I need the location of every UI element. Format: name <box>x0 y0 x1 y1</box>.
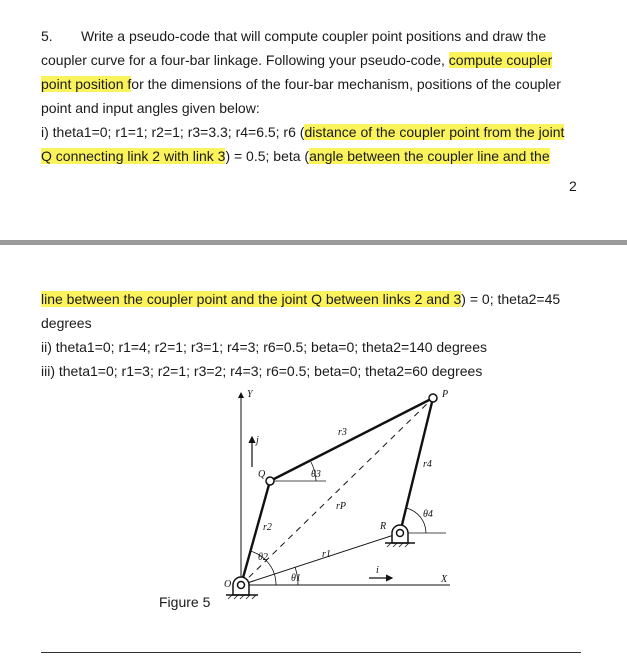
highlight: compute coupler <box>448 52 553 68</box>
label-y: Y <box>247 389 253 400</box>
label-r: R <box>380 521 387 532</box>
question-line-5: i) theta1=0; r1=1; r2=1; r3=3.3; r4=6.5; r6 (distance of the coupler point from the joint <box>41 124 565 140</box>
question-line-10: iii) theta1=0; r1=3; r2=1; r3=2; r4=3; r6=0.5; beta=0; theta2=60 degrees <box>41 363 483 379</box>
question-line-2: coupler curve for a four-bar linkage. Following your pseudo-code, compute coupler <box>41 52 553 68</box>
question-line-8: degrees <box>41 315 92 331</box>
label-j: j <box>256 435 259 446</box>
label-r3: r3 <box>338 427 347 438</box>
highlight: point position f <box>41 76 132 92</box>
label-theta4: θ4 <box>423 509 433 520</box>
label-x: X <box>441 574 448 585</box>
question-line-1: 5. Write a pseudo-code that will compute coupler point positions and draw the <box>41 28 547 44</box>
coupler-point-p <box>429 394 437 402</box>
highlight: angle between the coupler line and the <box>309 148 550 164</box>
link-2 <box>241 481 270 585</box>
label-q: Q <box>258 469 266 480</box>
question-line-4: point and input angles given below: <box>41 100 260 116</box>
label-rp: rP <box>336 501 346 512</box>
highlight: line between the coupler point and the joint Q between links 2 and 3 <box>41 291 462 307</box>
highlight: Q connecting link 2 with link 3 <box>41 148 226 164</box>
label-o: O <box>224 579 232 590</box>
document-page-1 <box>0 0 627 240</box>
figure-caption: Figure 5 <box>159 594 211 610</box>
four-bar-linkage-figure <box>214 385 464 613</box>
label-p: P <box>442 389 449 400</box>
label-theta1: θ1 <box>291 573 301 584</box>
label-r2: r2 <box>263 522 272 533</box>
question-line-7: line between the coupler point and the joint Q between links 2 and 3) = 0; theta2=45 <box>41 291 561 307</box>
question-line-6: Q connecting link 2 with link 3) = 0.5; beta (angle between the coupler line and the <box>41 148 550 164</box>
question-number: 5. <box>41 28 53 44</box>
link-3 <box>270 398 433 481</box>
label-r1: r1 <box>322 549 331 560</box>
label-theta3: θ3 <box>311 469 321 480</box>
rp-dashed-line <box>241 398 433 585</box>
highlight: distance of the coupler point from the joint <box>304 124 565 140</box>
page-number: 2 <box>569 178 577 194</box>
question-line-9: ii) theta1=0; r1=4; r2=1; r3=1; r4=3; r6=0.5; beta=0; theta2=140 degrees <box>41 339 487 355</box>
label-i: i <box>376 565 379 576</box>
label-r4: r4 <box>423 459 432 470</box>
question-line-3: point position for the dimensions of the four-bar mechanism, positions of the coupler <box>41 76 561 92</box>
bottom-rule <box>41 652 581 653</box>
joint-q <box>266 477 274 485</box>
label-theta2: θ2 <box>258 552 268 563</box>
